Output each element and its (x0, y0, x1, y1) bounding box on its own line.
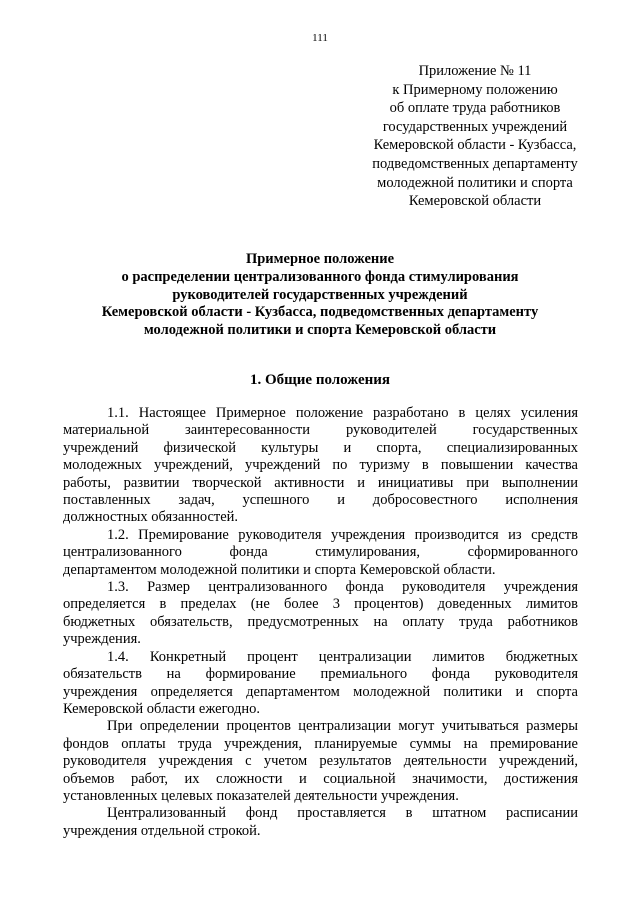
text-line: молодежных учреждений, учреждений по туризму в повышении качества (63, 457, 578, 474)
text-line: установленных целевых показателей деятельности учреждения. (63, 787, 459, 804)
text-line: фондов оплаты труда учреждения, планируемые суммы на премирование (63, 735, 578, 752)
text-line: 1.4. Конкретный процент централизации лимитов бюджетных (107, 648, 578, 665)
text-line: 1.1. Настоящее Примерное положение разработано в целях усиления (107, 405, 578, 421)
text-line: централизованного фонда стимулирования, сформированного (63, 544, 578, 561)
appendix-line: Кемеровской области (408, 193, 542, 210)
text-line: объемов работ, их сложности и социальной значимости, достижения (63, 770, 578, 787)
text-line: материальной заинтересованности руководителей государственных (63, 422, 578, 439)
title-line: Примерное положение (245, 251, 395, 267)
appendix-line: Приложение № 11 (418, 63, 532, 79)
text-line: 1.3. Размер централизованного фонда руководителя учреждения (107, 579, 578, 596)
page-number: 111 (312, 32, 328, 44)
title-line: руководителей государственных учреждений (172, 286, 468, 303)
title-line: о распределении централизованного фонда стимулирования (121, 268, 519, 285)
text-line: Кемеровской области ежегодно. (63, 700, 261, 717)
text-line: Централизованный фонд проставляется в штатном расписании (107, 805, 578, 822)
appendix-line: об оплате труда работников (389, 100, 561, 117)
section-body (63, 405, 578, 840)
appendix-line: к Примерному положению (392, 81, 558, 98)
text-line: руководителя учреждения с учетом результатов деятельности учреждений, (63, 753, 578, 770)
paragraph-1-1 (63, 405, 578, 527)
appendix-line: подведомственных департаменту (372, 155, 578, 172)
text-line: При определении процентов централизации могут учитываться размеры (107, 718, 578, 735)
text-line: учреждений физической культуры и спорта, специализированных (63, 439, 578, 456)
appendix-line: молодежной политики и спорта (377, 174, 573, 191)
section-heading: 1. Общие положения (249, 372, 391, 388)
text-line: бюджетных обязательств, предусмотренных на оплату труда работников (63, 613, 578, 630)
text-line: определяется в пределах (не более 3 процентов) доведенных лимитов (63, 596, 578, 613)
paragraph-1-2 (63, 527, 578, 579)
text-line: должностных обязанностей. (63, 509, 239, 526)
paragraph-centralization (63, 718, 578, 805)
paragraph-1-3 (63, 579, 578, 649)
text-line: 1.2. Премирование руководителя учреждения производится из средств (107, 526, 578, 543)
paragraph-fund (63, 805, 578, 840)
text-line: работы, развитии творческой активности и инициативы при выполнении (63, 474, 578, 491)
title-line: Кемеровской области - Кузбасса, подведомственных департаменту (101, 304, 539, 321)
text-line: обязательств на формирование премиального фонда руководителя (63, 666, 578, 683)
appendix-note (360, 62, 590, 211)
text-line: поставленных задач, успешного и добросовестного исполнения (63, 492, 578, 509)
title-line: молодежной политики и спорта Кемеровской области (143, 322, 497, 339)
paragraph-1-4 (63, 649, 578, 719)
text-line: учреждения отдельной строкой. (63, 822, 261, 839)
appendix-line: Кемеровской области - Кузбасса, (373, 137, 577, 154)
text-line: департаментом молодежной политики и спорта Кемеровской области. (63, 561, 496, 578)
appendix-line: государственных учреждений (382, 118, 568, 135)
text-line: учреждения. (63, 631, 141, 648)
document-title (60, 251, 580, 340)
text-line: учреждения определяется департаментом молодежной политики и спорта (63, 683, 578, 700)
